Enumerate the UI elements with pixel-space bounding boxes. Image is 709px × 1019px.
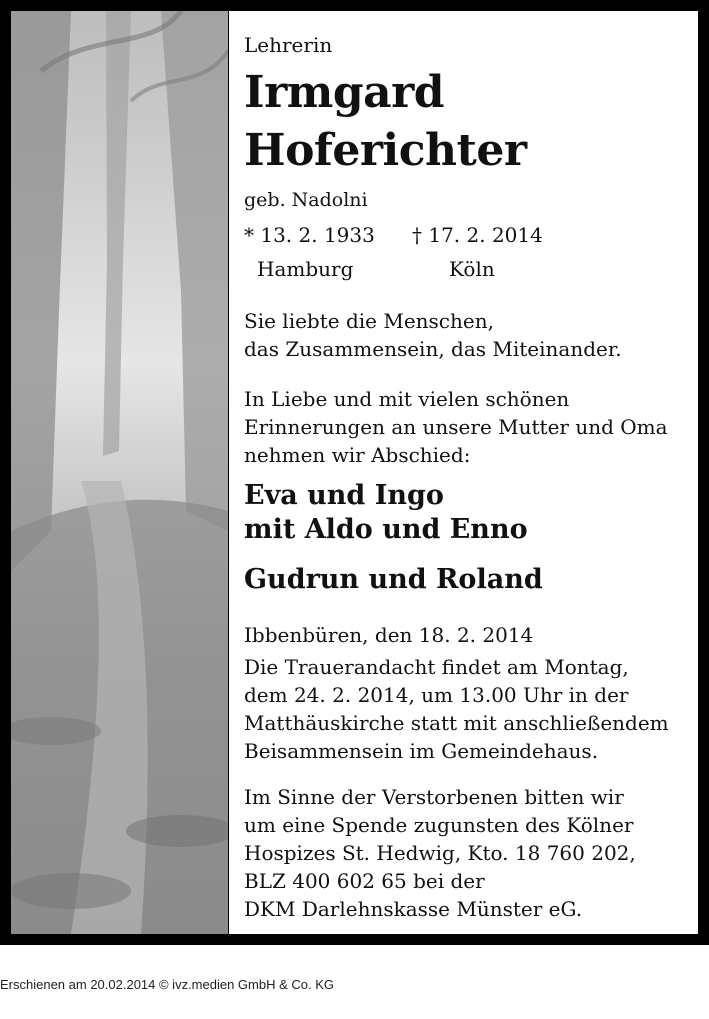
deceased-profession: Lehrerin	[244, 33, 333, 57]
family-name-line: Gudrun und Roland	[244, 564, 543, 595]
donation-request	[244, 783, 636, 923]
quote-line: das Zusammensein, das Miteinander.	[244, 337, 622, 361]
farewell-text	[244, 385, 668, 469]
place-and-date: Ibbenbüren, den 18. 2. 2014	[244, 623, 534, 647]
farewell-line: In Liebe und mit vielen schönen	[244, 387, 570, 411]
life-dates	[244, 223, 543, 247]
deceased-last-name: Hoferichter	[244, 125, 527, 176]
birth-name: geb. Nadolni	[244, 189, 368, 211]
birth-date: * 13. 2. 1933	[244, 223, 375, 247]
service-line: Matthäuskirche statt mit anschließendem	[244, 711, 669, 735]
deceased-first-name: Irmgard	[244, 67, 445, 118]
donation-line: um eine Spende zugunsten des Kölner	[244, 813, 634, 837]
forest-path-photo	[11, 11, 228, 934]
family-name-line: Eva und Ingo	[244, 480, 444, 511]
donation-line: DKM Darlehnskasse Münster eG.	[244, 897, 583, 921]
service-info	[244, 653, 669, 765]
donation-line: Im Sinne der Verstorbenen bitten wir	[244, 785, 624, 809]
memorial-quote	[244, 307, 622, 363]
forest-trees-illustration	[11, 11, 228, 934]
publication-footer: Erschienen am 20.02.2014 © ivz.medien GmbH & Co. KG	[0, 977, 335, 992]
notice-text-panel	[229, 11, 698, 934]
service-line: Beisammensein im Gemeindehaus.	[244, 739, 599, 763]
service-line: Die Trauerandacht findet am Montag,	[244, 655, 629, 679]
farewell-line: Erinnerungen an unsere Mutter und Oma	[244, 415, 668, 439]
family-group-1	[244, 479, 528, 547]
birth-place: Hamburg	[257, 257, 354, 281]
service-line: dem 24. 2. 2014, um 13.00 Uhr in der	[244, 683, 629, 707]
death-date: † 17. 2. 2014	[412, 223, 543, 247]
family-group-2	[244, 563, 543, 597]
death-place: Köln	[449, 257, 495, 281]
family-name-line: mit Aldo und Enno	[244, 514, 528, 545]
farewell-line: nehmen wir Abschied:	[244, 443, 471, 467]
donation-line: BLZ 400 602 65 bei der	[244, 869, 485, 893]
quote-line: Sie liebte die Menschen,	[244, 309, 494, 333]
donation-line: Hospizes St. Hedwig, Kto. 18 760 202,	[244, 841, 636, 865]
